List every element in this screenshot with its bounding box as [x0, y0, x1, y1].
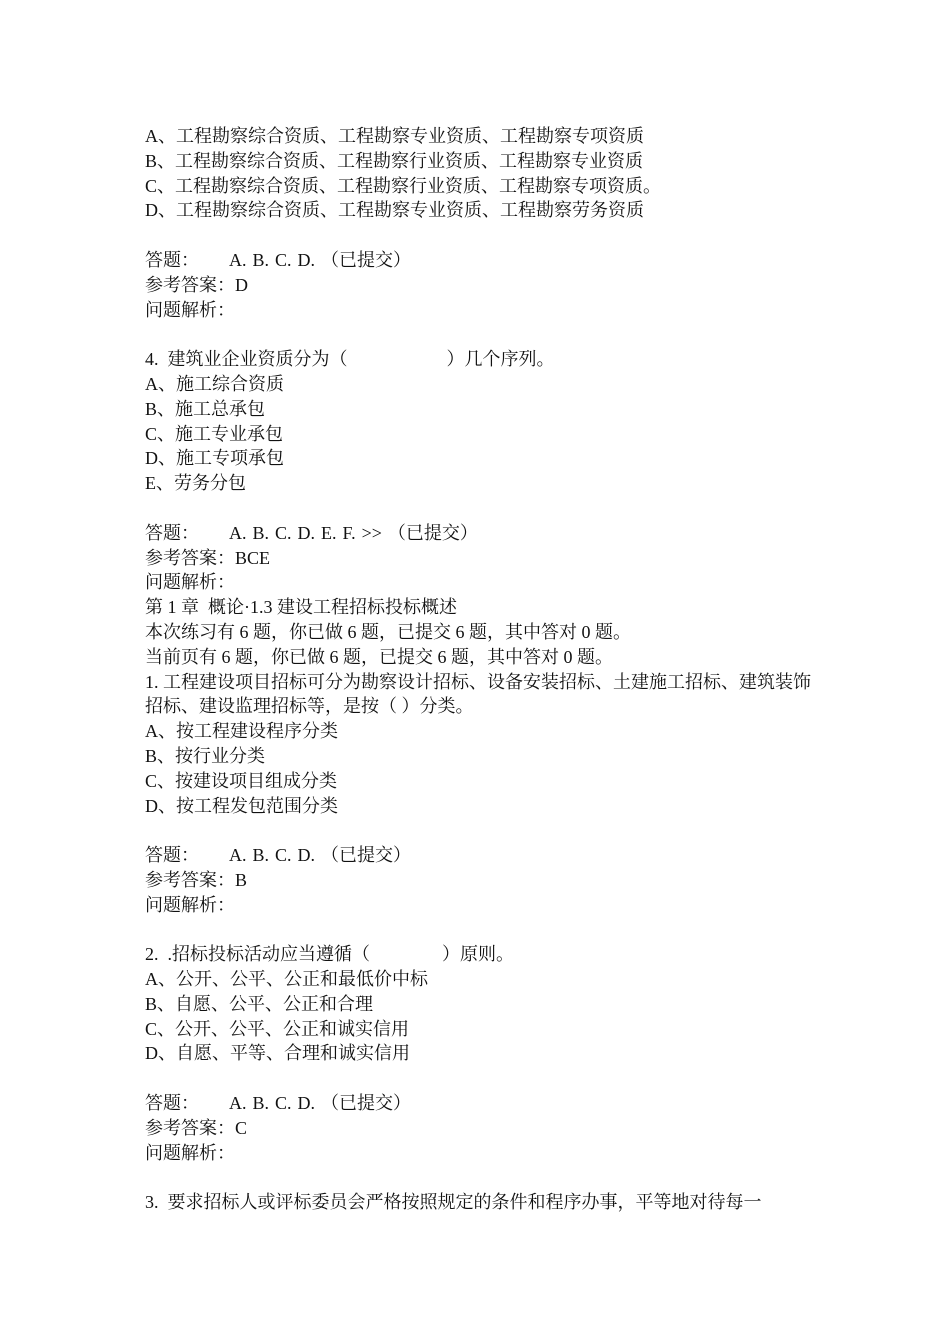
option-c: C、公开、公平、公正和诚实信用 — [145, 1018, 410, 1039]
option-c: C、工程勘察综合资质、工程勘察行业资质、工程勘察专项资质。 — [145, 175, 662, 196]
section-question-2 — [145, 942, 820, 1190]
section-question-3 — [145, 1190, 820, 1215]
question-stem: 4. 建筑业企业资质分为（ ）几个序列。 — [145, 349, 555, 370]
answer-option-c[interactable]: C. — [275, 249, 292, 270]
answer-line — [145, 843, 820, 868]
question-4 — [145, 347, 820, 595]
answer-option-c[interactable]: C. — [275, 1093, 292, 1114]
section-question-1 — [145, 670, 820, 943]
reference-answer: 参考答案：B — [145, 869, 248, 890]
spacer — [145, 496, 820, 521]
submitted-status: （已提交） — [321, 845, 412, 866]
spacer — [145, 322, 820, 347]
submitted-status: （已提交） — [321, 1093, 412, 1114]
answer-option-a[interactable]: A. — [229, 522, 247, 543]
option-b: B、按行业分类 — [145, 745, 266, 766]
option-a: A、工程勘察综合资质、工程勘察专业资质、工程勘察专项资质 — [145, 126, 644, 146]
answer-label: 答题： — [145, 522, 199, 543]
answer-option-d[interactable]: D. — [297, 1093, 316, 1114]
answer-option-b[interactable]: B. — [252, 249, 270, 270]
option-d: D、自愿、平等、合理和诚实信用 — [145, 1043, 410, 1064]
spacer — [145, 1165, 820, 1190]
spacer — [145, 223, 820, 248]
option-a: A、公开、公平、公正和最低价中标 — [145, 969, 428, 990]
answer-option-a[interactable]: A. — [229, 249, 247, 270]
answer-line — [145, 248, 820, 273]
option-b: B、工程勘察综合资质、工程勘察行业资质、工程勘察专业资质 — [145, 150, 644, 171]
question-stem: 1. 工程建设项目招标可分为勘察设计招标、设备安装招标、土建施工招标、建筑装饰招标、建设监理招标等，是按（ ）分类。 — [145, 671, 811, 717]
answer-label: 答题： — [145, 845, 199, 866]
reference-answer: 参考答案：BCE — [145, 547, 271, 568]
answer-option-a[interactable]: A. — [229, 845, 247, 866]
answer-option-d[interactable]: D. — [297, 522, 316, 543]
analysis-label: 问题解析： — [145, 299, 235, 320]
prev-question — [145, 124, 820, 347]
analysis-label: 问题解析： — [145, 572, 235, 593]
option-a: A、按工程建设程序分类 — [145, 721, 338, 742]
option-b: B、自愿、公平、公正和合理 — [145, 993, 374, 1014]
option-d: D、工程勘察综合资质、工程勘察专业资质、工程勘察劳务资质 — [145, 200, 644, 221]
spacer — [145, 1066, 820, 1091]
answer-option-b[interactable]: B. — [252, 522, 270, 543]
option-c: C、施工专业承包 — [145, 423, 284, 444]
answer-option-b[interactable]: B. — [252, 1093, 270, 1114]
answer-option-c[interactable]: C. — [275, 522, 292, 543]
reference-answer: 参考答案：D — [145, 274, 248, 295]
option-c: C、按建设项目组成分类 — [145, 770, 338, 791]
answer-label: 答题： — [145, 249, 199, 270]
reference-answer: 参考答案：C — [145, 1117, 248, 1138]
answer-option-c[interactable]: C. — [275, 845, 292, 866]
submitted-status: （已提交） — [387, 522, 478, 543]
question-stem: 2. .招标投标活动应当遵循（ ）原则。 — [145, 944, 514, 965]
analysis-label: 问题解析： — [145, 1142, 235, 1163]
question-stem: 3. 要求招标人或评标委员会严格按照规定的条件和程序办事，平等地对待每一 — [145, 1192, 762, 1213]
answer-option-d[interactable]: D. — [297, 845, 316, 866]
option-d: D、施工专项承包 — [145, 448, 284, 469]
section-header — [145, 595, 820, 669]
option-d: D、按工程发包范围分类 — [145, 795, 338, 816]
answer-line — [145, 1091, 820, 1116]
more-options-link[interactable]: >> — [361, 522, 382, 543]
answer-option-f[interactable]: F. — [342, 522, 356, 543]
practice-summary: 本次练习有 6 题，你已做 6 题，已提交 6 题，其中答对 0 题。 — [145, 621, 631, 642]
spacer — [145, 818, 820, 843]
answer-option-d[interactable]: D. — [297, 249, 316, 270]
page-summary: 当前页有 6 题，你已做 6 题，已提交 6 题，其中答对 0 题。 — [145, 646, 613, 667]
submitted-status: （已提交） — [321, 249, 412, 270]
answer-label: 答题： — [145, 1093, 199, 1114]
answer-option-b[interactable]: B. — [252, 845, 270, 866]
analysis-label: 问题解析： — [145, 894, 235, 915]
answer-option-e[interactable]: E. — [321, 522, 337, 543]
section-title: 第 1 章 概论·1.3 建设工程招标投标概述 — [145, 597, 457, 618]
option-e: E、劳务分包 — [145, 473, 246, 494]
answer-line — [145, 521, 820, 546]
answer-option-a[interactable]: A. — [229, 1093, 247, 1114]
spacer — [145, 918, 820, 943]
option-a: A、施工综合资质 — [145, 373, 284, 394]
option-b: B、施工总承包 — [145, 398, 266, 419]
